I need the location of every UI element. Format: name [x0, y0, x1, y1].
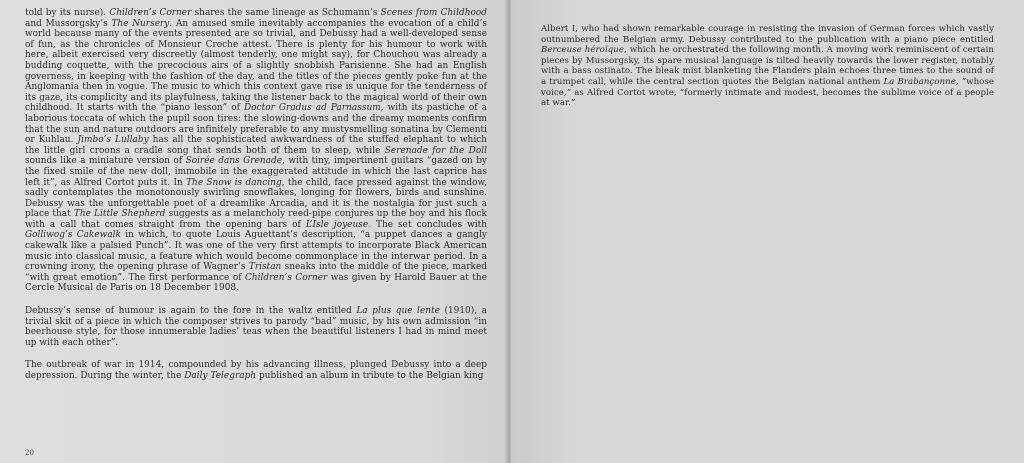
- italic-title-text: L’Isle joyeuse: [305, 219, 369, 230]
- body-text: , with its pastiche of a laborious toccata of which the pupil soon tires: the slowing-downs and the dreamy moments confirm that the sun and nature outdoors are infinitely preferable to any mustysmelling sonatina by Clementi or Kuhlau.: [25, 103, 487, 146]
- right-page: [511, 0, 1024, 463]
- paragraph-outbreak-of-war: [25, 360, 487, 381]
- body-text: , with tiny, impertinent guitars “gazed on by the fixed smile of the new doll, immobile in the exaggerated attitude in which the last caprice has left it”, as Alfred Cortot puts it. In: [25, 156, 487, 188]
- italic-title-text: Children’s Corner: [245, 272, 328, 283]
- body-text: , the child, face pressed against the window, sadly contemplates the monotonously swirling snowflakes, longing for flowers, birds and sunshine. Debussy was the unforgettable poet of a dreamlike Arcadia, and it is the nostalgia for just such a place that: [25, 177, 488, 220]
- italic-title-text: La plus que lente: [356, 306, 440, 317]
- body-text: . The set concludes with: [368, 219, 487, 230]
- body-text: , “whose voice,” as Alfred Cortot wrote, “formerly intimate and modest, becomes the sublime voice of a people at war.”: [541, 76, 994, 109]
- paragraph-la-plus-que-lente: [25, 306, 487, 348]
- paragraph-childrens-corner: [25, 8, 487, 294]
- italic-title-text: Berceuse héroïque: [541, 45, 624, 56]
- body-text: sounds like a miniature version of: [25, 156, 186, 167]
- italic-title-text: La Brabançonne: [883, 76, 956, 87]
- italic-title-text: Soirée dans Grenade: [185, 156, 283, 167]
- italic-title-text: Children’s Corner: [109, 8, 192, 18]
- body-text: told by its nurse).: [25, 8, 110, 18]
- body-text: Albert I, who had shown remarkable courage in resisting the invasion of German forces which vastly outnumbered the Belgian army. Debussy contributed to the publication with a piano piece entitled: [541, 24, 994, 45]
- italic-title-text: Scenes from Childhood: [380, 8, 487, 18]
- body-text: sneaks into the middle of the piece, marked “with great emotion”. The first performance of: [25, 262, 487, 283]
- italic-title-text: Serenade for the Doll: [384, 145, 487, 156]
- left-page: [0, 0, 507, 463]
- body-text: suggests as a melancholy reed-pipe conjures up the boy and his flock with a call that comes straight from the opening bars of: [25, 209, 487, 230]
- body-text: in which, to quote Louis Aguettant’s description, “a puppet dances a gangly cakewalk like a palsied Punch”. It was one of the very first attempts to incorporate Black American music into classical music, a feature which would become commonplace in the interwar period. In a crowning irony, the opening phrase of Wagner’s: [25, 230, 487, 273]
- body-text: shares the same lineage as Schumann’s: [191, 8, 381, 18]
- body-text: has all the sophisticated awkwardness of the stuffed elephant to which the little girl croons a cradle song that sends both of them to sleep, while: [25, 135, 487, 156]
- italic-title-text: The Snow is dancing: [186, 177, 282, 188]
- page-number: 20: [25, 449, 34, 457]
- body-text: The outbreak of war in 1914, compounded by his advancing illness, plunged Debussy into a deep depression. During the winter, the: [25, 360, 487, 381]
- body-text: Debussy’s sense of humour is again to the fore in the waltz entitled: [25, 306, 357, 317]
- italic-title-text: Tristan: [248, 262, 282, 273]
- italic-title-text: Jimbo’s Lullaby: [77, 135, 149, 146]
- italic-title-text: Daily Telegraph: [184, 371, 257, 381]
- body-text: , which he orchestrated the following month. A moving work reminiscent of certain pieces by Mussorgsky, its spare musical language is tilted heavily towards the lower register, notably with a bass ostinato. The bleak mist blanketing the Flanders plain echoes three times to the sound of a trumpet call, while the central section quotes the Belgian national anthem: [541, 45, 994, 87]
- body-text: (1910), a trivial skit of a piece in which the composer strives to parody “bad” music, by his own admission “in beerhouse style, for those innumerable ladies’ teas when the beautiful listeners I had in mind meet up with each other”.: [25, 306, 487, 348]
- italic-title-text: The Nursery: [111, 18, 170, 29]
- paragraph-berceuse-heroique: [541, 24, 994, 109]
- body-text: and Mussorgsky’s: [25, 18, 112, 29]
- italic-title-text: The Little Shepherd: [73, 209, 166, 220]
- body-text: was given by Harold Bauer at the Cercle Musical de Paris on 18 December 1908.: [25, 272, 487, 294]
- italic-title-text: Doctor Gradus ad Parnassum: [244, 103, 381, 114]
- italic-title-text: Golliwog’s Cakewalk: [25, 230, 121, 241]
- body-text: published an album in tribute to the Belgian king: [256, 371, 484, 381]
- body-text: . An amused smile inevitably accompanies the evocation of a child’s world because many of the events presented are so trivial, and Debussy had a well-developed sense of fun, as the chronicles of Monsieur Croche attest. There is plenty for his humour to work with here, albeit exercised very discreetly (almost tenderly, one might say), for Chouchou was already a budding coquette, with the precocious airs of a slightly snobbish Parisienne. She had an English governess, in keeping with the fashion of the day, and the titles of the pieces gently poke fun at the Anglomania then in vogue. The music to which this context gave rise is unique for the tenderness of its gaze, its complicity and its playfulness, taking the listener back to the magical world of their own childhood. It starts with the “piano lesson” of: [25, 18, 487, 114]
